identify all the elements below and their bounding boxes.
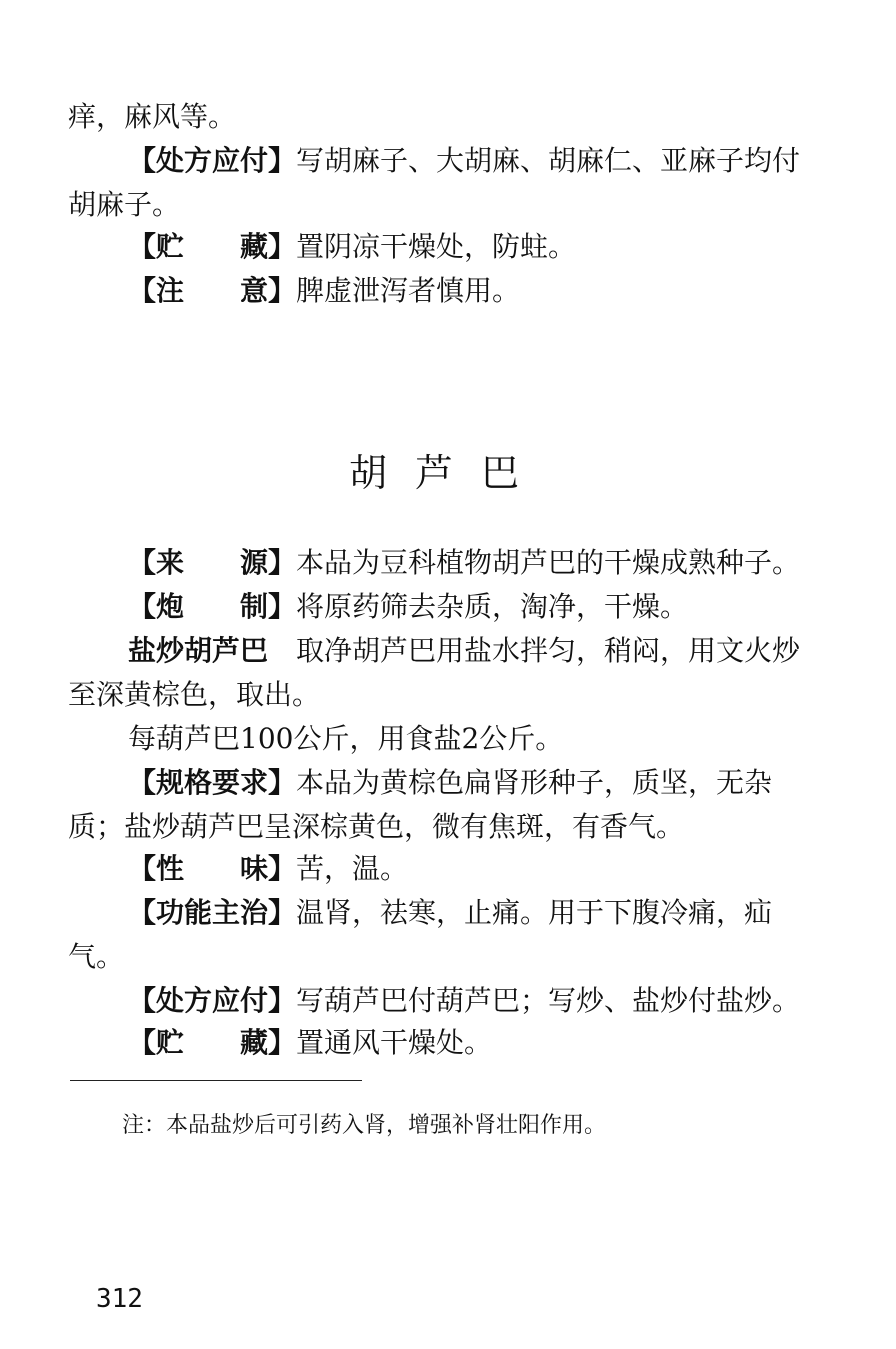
taste-text: 苦，温。 [296, 852, 409, 885]
footnote-divider [70, 1080, 362, 1081]
prev-storage-label: 【贮 藏】 [128, 230, 297, 263]
prev-storage-line [128, 230, 576, 264]
prev-prescription-line [128, 144, 800, 178]
salt-fried-line-2: 至深黄棕色，取出。 [68, 678, 321, 711]
functions-text: 温肾，祛寒，止痛。用于下腹冷痛，疝 [296, 896, 773, 929]
source-text: 本品为豆科植物胡芦巴的干燥成熟种子。 [296, 546, 801, 579]
specs-line-2: 质；盐炒葫芦巴呈深棕黄色，微有焦斑，有香气。 [68, 810, 685, 843]
taste-label: 【性 味】 [128, 852, 297, 885]
prev-storage-text: 置阴凉干燥处，防蛀。 [296, 230, 577, 263]
prescription-label: 【处方应付】 [128, 984, 297, 1017]
processing-line [128, 590, 688, 624]
prev-prescription-text: 写胡麻子、大胡麻、胡麻仁、亚麻子均付 [296, 144, 801, 177]
prev-prescription-label: 【处方应付】 [128, 144, 297, 177]
prev-caution-text: 脾虚泄泻者慎用。 [296, 274, 521, 307]
processing-label: 【炮 制】 [128, 590, 297, 623]
taste-line [128, 852, 408, 886]
ratio-line: 每葫芦巴100公斤，用食盐2公斤。 [128, 722, 564, 755]
salt-fried-label: 盐炒胡芦巴 [128, 634, 269, 667]
prev-prescription-line-2: 胡麻子。 [68, 188, 181, 221]
functions-line-2: 气。 [68, 940, 125, 973]
specs-text: 本品为黄棕色扁肾形种子，质坚，无杂 [296, 766, 773, 799]
salt-fried-text: 取净胡芦巴用盐水拌匀，稍闷，用文火炒 [296, 634, 801, 667]
footnote: 注：本品盐炒后可引药入肾，增强补肾壮阳作用。 [122, 1113, 607, 1138]
storage-line [128, 1026, 492, 1060]
storage-label: 【贮 藏】 [128, 1026, 297, 1059]
prev-caution-label: 【注 意】 [128, 274, 297, 307]
functions-label: 【功能主治】 [128, 896, 297, 929]
entry-title: 胡芦巴 [348, 451, 547, 495]
specs-line [128, 766, 772, 800]
functions-line [128, 896, 772, 930]
specs-label: 【规格要求】 [128, 766, 297, 799]
storage-text: 置通风干燥处。 [296, 1026, 493, 1059]
continuation-line: 痒，麻风等。 [68, 100, 237, 133]
page-number: 312 [96, 1284, 143, 1314]
source-label: 【来 源】 [128, 546, 297, 579]
salt-fried-line [128, 634, 800, 668]
prescription-text: 写葫芦巴付葫芦巴；写炒、盐炒付盐炒。 [296, 984, 801, 1017]
prev-caution-line [128, 274, 520, 308]
processing-text: 将原药筛去杂质，淘净，干燥。 [296, 590, 689, 623]
prescription-line [128, 984, 800, 1018]
source-line [128, 546, 800, 580]
